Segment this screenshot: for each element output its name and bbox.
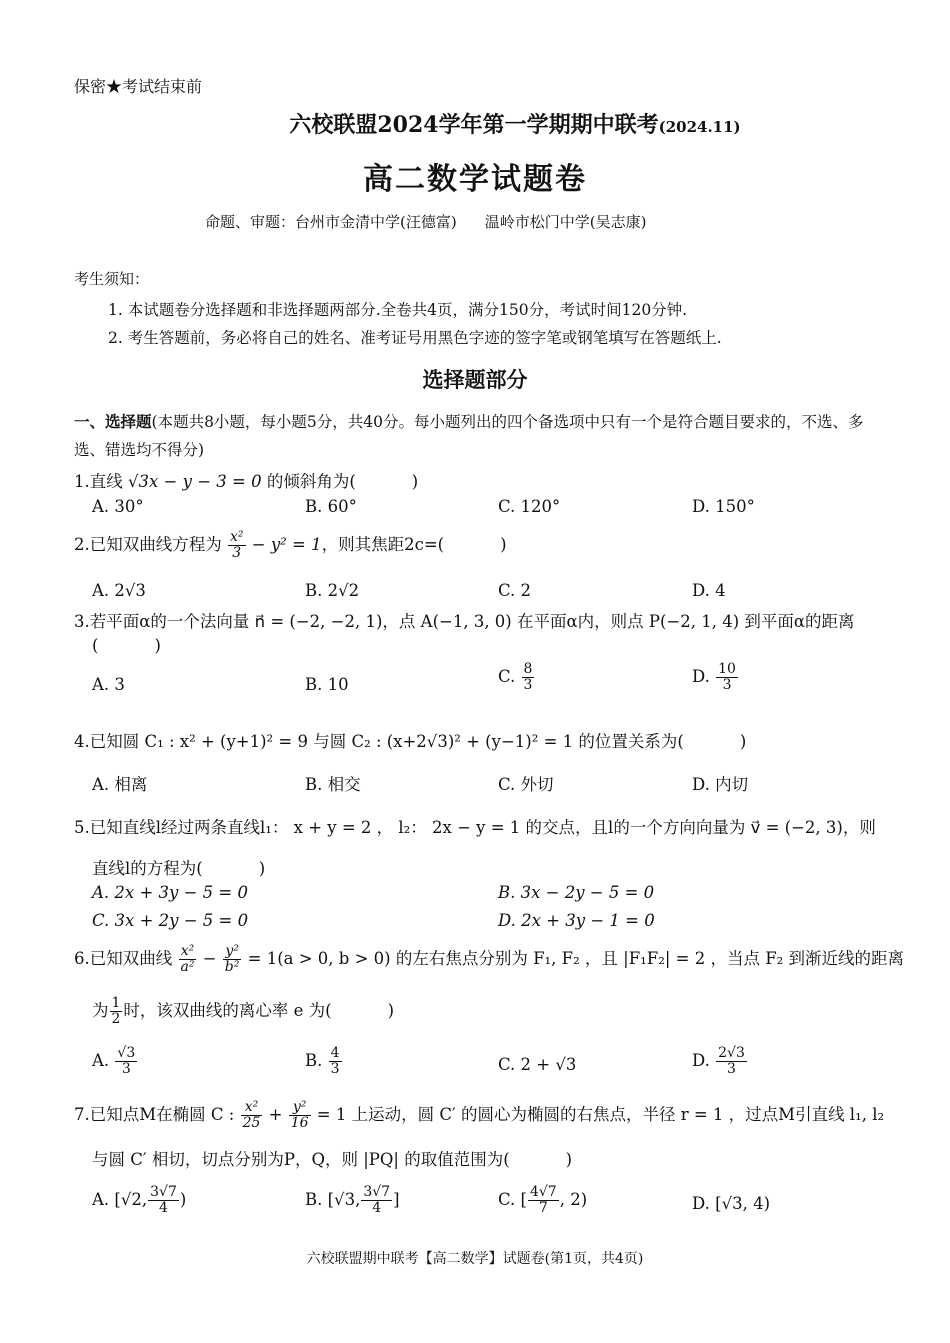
q7-text-b: = 1 上运动，圆 C′ 的圆心为椭圆的右焦点，半径 r = 1 ，过点M引直线 l₁, l₂ bbox=[311, 1105, 885, 1124]
notice-item-2: 2. 考生答题前，务必将自己的姓名、准考证号用黑色字迹的签字笔或钢笔填写在答题纸上. bbox=[108, 329, 722, 347]
q1-number: 1. bbox=[74, 472, 90, 491]
q4-text: 已知圆 C₁ : x² + (y+1)² = 9 与圆 C₂ : (x+2√3)² + (y−1)² = 1 的位置关系为( bbox=[89, 732, 684, 751]
part-one-instructions bbox=[74, 408, 884, 464]
page-footer: 六校联盟期中联考【高二数学】试题卷(第1页，共4页) bbox=[306, 1251, 644, 1267]
question-3 bbox=[74, 608, 855, 632]
q6-text: 已知双曲线 bbox=[89, 949, 178, 968]
question-6: 6.已知双曲线 $\frac{\text{x²}}{\text{a²}}$ − $\frac{\text{y²}}{\text{b²}}$ = 1(a > 0, b > 0) 的左右焦点分别为 F₁, F₂ ，且 |F₁F₂| = 2 ，当点 F₂ 到渐近线的距离 bbox=[74, 943, 905, 975]
exam-title-text: 六校联盟2024学年第一学期期中联考 bbox=[289, 112, 659, 138]
q4-option-b: B. 相交 bbox=[305, 775, 361, 794]
q6-number: 6. bbox=[74, 949, 90, 968]
q1-option-a: A. 30° bbox=[92, 497, 144, 516]
q3-text: 若平面α的一个法向量 n⃗ = (−2, −2, 1)，点 A(−1, 3, 0) 在平面α内，则点 P(−2, 1, 4) 到平面α的距离 bbox=[89, 612, 855, 631]
q3-answer-bracket: ( ) bbox=[92, 636, 161, 655]
q2-equation: − y² = 1 bbox=[246, 535, 322, 554]
q1-option-c: C. 120° bbox=[498, 497, 561, 516]
q5-option-b: B. 3x − 2y − 5 = 0 bbox=[498, 883, 655, 902]
question-7: 7.已知点M在椭圆 C : $\frac{\text{x²}}{25}$ + $\frac{\text{y²}}{16}$ = 1 上运动，圆 C′ 的圆心为椭圆的右焦点，半径 r = 1 ，过点M引直线 l₁, l₂ bbox=[74, 1099, 885, 1131]
notice-item-1: 1. 本试题卷分选择题和非选择题两部分.全卷共4页，满分150分，考试时间120分钟. bbox=[108, 301, 688, 319]
q5-option-a: A. 2x + 3y − 5 = 0 bbox=[92, 883, 248, 902]
q1-text-b: 的倾斜角为( bbox=[261, 472, 356, 491]
q6-option-d: D. $\frac{2√3}{3}$ bbox=[692, 1045, 745, 1077]
q1-text: 直线 bbox=[89, 472, 128, 491]
q3-option-a: A. 3 bbox=[92, 675, 125, 694]
q7-option-b: B. [√3, $\frac{3√7}{4}$ ] bbox=[305, 1184, 400, 1216]
q6-text-line2: 为 $\frac{1}{2}$ 时，该双曲线的离心率 e 为( ) bbox=[92, 995, 395, 1027]
part-one-desc: (本题共8小题，每小题5分，共40分。每小题列出的四个备选项中只有一个是符合题目要求的，不选、多选、错选均不得分) bbox=[74, 413, 864, 459]
part-one-label: 一、选择题 bbox=[74, 412, 152, 431]
q3-number: 3. bbox=[74, 612, 90, 631]
q2-number: 2. bbox=[74, 535, 90, 554]
q1-option-d: D. 150° bbox=[692, 497, 755, 516]
question-2 bbox=[74, 530, 507, 561]
q4-option-c: C. 外切 bbox=[498, 775, 554, 794]
q2-option-a: A. 2√3 bbox=[92, 581, 146, 600]
section-title: 选择题部分 bbox=[422, 367, 528, 392]
q5-text-line2: 直线l的方程为( ) bbox=[92, 859, 266, 878]
notice-title: 考生须知： bbox=[74, 270, 150, 288]
q6-text-b: = 1(a > 0, b > 0) 的左右焦点分别为 F₁, F₂ ，且 |F₁F₂| = 2 ，当点 F₂ 到渐近线的距离 bbox=[242, 949, 905, 968]
q3-option-c: C. $\frac{8}{3}$ bbox=[498, 661, 533, 693]
q2-option-d: D. 4 bbox=[692, 581, 726, 600]
q2-text: 已知双曲线方程为 bbox=[89, 535, 227, 554]
q6-option-a: A. $\frac{√3}{3}$ bbox=[92, 1045, 136, 1077]
q5-text: 已知直线l经过两条直线l₁： x + y = 2 ， l₂： 2x − y = 1 的交点，且l的一个方向向量为 v⃗ = (−2, 3)，则 bbox=[89, 818, 876, 837]
q2-option-c: C. 2 bbox=[498, 581, 532, 600]
q2-option-b: B. 2√2 bbox=[305, 581, 360, 600]
exam-title bbox=[0, 108, 950, 139]
q7-option-a: A. [√2, $\frac{3√7}{4}$ ) bbox=[92, 1184, 187, 1216]
q7-text: 已知点M在椭圆 C : bbox=[89, 1105, 240, 1124]
q7-number: 7. bbox=[74, 1105, 90, 1124]
confidential-label: 保密★考试结束前 bbox=[74, 77, 203, 96]
author-1: 台州市金清中学(汪德富) bbox=[295, 213, 457, 231]
q1-equation: √3x − y − 3 = 0 bbox=[128, 472, 262, 491]
exam-date: (2024.11) bbox=[658, 118, 741, 136]
q7-option-d: D. [√3, 4) bbox=[692, 1194, 771, 1213]
q3-option-b: B. 10 bbox=[305, 675, 349, 694]
q2-text-b: ，则其焦距2c=( bbox=[321, 535, 445, 554]
q4-option-a: A. 相离 bbox=[92, 775, 148, 794]
question-1 bbox=[74, 468, 418, 492]
q7-text-line2: 与圆 C′ 相切，切点分别为P，Q，则 |PQ| 的取值范围为( ) bbox=[92, 1150, 573, 1169]
q5-option-c: C. 3x + 2y − 5 = 0 bbox=[92, 911, 249, 930]
q2-close: ) bbox=[500, 535, 507, 554]
q3-option-d: D. $\frac{10}{3}$ bbox=[692, 661, 736, 693]
question-4: 4.已知圆 C₁ : x² + (y+1)² = 9 与圆 C₂ : (x+2√3)² + (y−1)² = 1 的位置关系为( ) bbox=[74, 732, 747, 751]
author-label: 命题、审题： bbox=[205, 213, 296, 231]
q7-option-c: C. [ $\frac{4√7}{7}$ , 2) bbox=[498, 1184, 588, 1216]
subject-title: 高二数学试题卷 bbox=[363, 162, 587, 197]
q4-number: 4. bbox=[74, 732, 90, 751]
q6-option-b: B. $\frac{4}{3}$ bbox=[305, 1045, 340, 1077]
q5-number: 5. bbox=[74, 818, 90, 837]
q2-fraction: $\frac{\text{x²}}{3}$ bbox=[230, 529, 244, 561]
q1-option-b: B. 60° bbox=[305, 497, 357, 516]
authors-line bbox=[205, 211, 646, 232]
q1-close: ) bbox=[411, 472, 419, 491]
q4-option-d: D. 内切 bbox=[692, 775, 749, 794]
q5-option-d: D. 2x + 3y − 1 = 0 bbox=[498, 911, 655, 930]
q6-option-c: C. 2 + √3 bbox=[498, 1055, 577, 1074]
author-2: 温岭市松门中学(吴志康) bbox=[484, 213, 647, 231]
question-5 bbox=[74, 814, 876, 838]
